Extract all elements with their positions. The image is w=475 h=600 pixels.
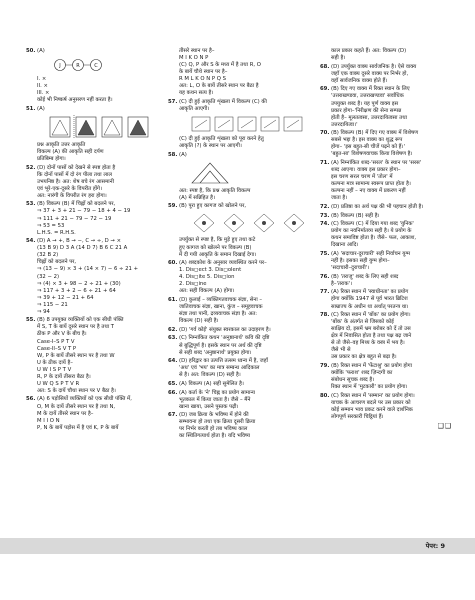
embedded-figure [190,161,230,185]
answer-line: ठीक P और V के बीच है। [37,331,87,338]
answer-item [320,363,452,391]
answer-line: आकृति (?) के स्थान पर आएगी। [179,143,242,150]
question-number: 62. [168,326,178,333]
question-number: 60. [168,260,178,267]
answer-body [179,260,309,295]
question-number: 78. [320,312,330,319]
answer-body [37,396,156,431]
answer-line: उस प्रकार का क्षेत्र बहुत से बढ़ा है। [331,354,397,361]
answer-body [37,48,156,104]
answer-line: R, P के दायें तीसरा बैठा है। [37,373,91,380]
set-label: R [76,63,80,70]
question-number [320,48,331,62]
answer-item [168,152,309,202]
question-number: 75. [320,251,330,258]
question-number: 77. [320,289,330,296]
figure-shape [104,120,120,135]
answer-line: U W I S P T V [37,366,72,373]
series-stroke [287,120,299,128]
page-footer [0,538,475,554]
answer-line: (B) रिक्त स्थान में 'फेंटाश्रु' का प्रयोग होगा [331,363,412,370]
question-number: 72. [320,203,330,210]
answer-line: M I K O N P [179,55,209,62]
answer-line: अत: नारंगी के विपरीत रंग हरा होगा। [37,192,107,199]
answer-line: भूतकाल में किया जाता है। जैसे – मैंने [179,396,251,403]
answer-line: दिखाना आदि। [331,242,359,249]
answer-line: वहाँ सार्वजनिक वाक्य होते हैं। [331,77,388,84]
question-number: 73. [320,212,330,219]
answer-line: 1. Dis◻ect 3. Dis◻olent [179,267,242,274]
answer-body [331,289,452,310]
answer-line: ⇒ (4) × 3 + 98 − 2 ÷ 21 + (30) [37,280,121,287]
answer-item [168,412,309,440]
answer-item [320,393,452,421]
answer-line: सही है। [331,55,346,62]
question-number: 50. [26,48,36,54]
question-number: 65. [168,380,178,387]
answer-line: जैसे भी से [331,347,351,354]
answer-line: आकृति आएगी। [179,105,210,112]
answer-line: (D) 'गर्व कोई' संयुक्त स्वरकाल का उदाहरण है। [179,326,271,333]
question-number: 76. [320,273,330,280]
answer-line: प्रकार होगा–'निरीक्षण की सेना सम्पन्न [331,107,402,114]
answer-item [320,251,452,272]
answer-item [168,390,309,411]
figure-shape [130,120,146,135]
series-stroke [241,120,253,128]
answer-line: ⇒ 117 + 3 + 2 − 6 ÷ 21 + 64 [37,287,116,294]
question-number: 69. [320,86,330,93]
answer-line: II. × [37,83,48,90]
answer-item [26,106,156,163]
set-label: C [94,63,98,70]
answer-line: होती है– मूलतत्वसा, उत्तरदायित्वसा तथा [331,114,407,121]
answer-line: ⇒ 115 − 21 [37,301,68,308]
answer-body [331,251,452,272]
answer-item [26,48,156,104]
answer-body [179,203,310,258]
answer-line: (C) निम्नांकित कथन 'अनुष्ठानार्थ' कवि की दृष्टि [179,335,270,342]
figure-shape [78,120,94,135]
answer-line: (A) [37,105,45,112]
answer-line: R M L K O N P Q S [179,76,227,83]
answer-item [320,312,452,361]
answer-line: संज्ञा तथा पानी, द्रव्यवाचक संज्ञा है। अत: [179,311,258,318]
answer-body [331,221,452,249]
answer-item [168,203,309,258]
answer-line: उभयनिष्ठ है। अत: शेष बचे रंग आसमानी [37,178,114,185]
answer-line: है–'तराक'। [331,280,353,287]
answer-item [168,335,309,356]
answer-line: M I I O N [37,417,60,424]
answer-line: (A) रिक्त स्थान में 'स्वाधीनता' का प्रयोग [331,289,409,296]
end-mark: ❑❑ [437,422,452,431]
question-number: 58. [168,151,178,158]
answer-line: (B) 'तराजू' शब्द के लिए सही शब्द [331,273,399,280]
answer-line: सम्भावना हो तथा एक क्रिया दूसरी क्रिया [179,419,256,426]
answer-line: क्योंकि 'फराश' शब्द ज़िन्दगी का [331,370,393,377]
answer-body [37,106,158,163]
answer-body [331,48,452,62]
answer-line: कथन समाविष्ट होता है। जैसे– फल, आकाश, [331,235,417,242]
answer-body [331,363,452,391]
answer-item [320,48,452,62]
answer-line: यह कथन सत्य है। [179,90,214,97]
answer-line: खाना खाया, उसने पुस्तक पढ़ी। [179,403,239,410]
answer-line: से बुद्धिपूर्ण है। इसके स्थान पर अर्थ की दृष्टि [179,342,262,349]
answer-line: कोई सम्मान भाव प्रकट करने वाले दार्शनिक [331,406,413,413]
answer-line: जातिवाचक संज्ञा, खाना, कुंज – समूहवाचक [179,304,263,311]
answer-item [168,297,309,325]
question-number: 66. [168,389,178,396]
answer-line: कोई भी निष्कर्ष अनुसरण नहीं करता है। [37,97,113,104]
question-number: 61. [168,297,178,304]
answer-item [320,274,452,288]
answer-line: (D) उपर्युक्त वाक्य सार्वजनिक है। ऐसे वाक्य [331,63,417,70]
answer-line: 'सदाचारी–दुराचारी'। [331,265,370,272]
question-number: 54. [26,238,36,245]
answer-line: (D) जब क्रिया के भविष्य में होने की [179,412,249,419]
answer-line: U के ठीक दायें है– [37,359,73,366]
answer-line: के बायें चौथे स्थान पर है– [179,69,228,76]
answer-line: प्रयोग का नवनिर्मातव्य सही है। ये प्रयोग के [331,228,412,235]
answer-line: I. × [37,76,47,83]
punch-hole [202,221,206,225]
answer-item [320,289,452,310]
answer-line: तीसरे स्थान पर है– [179,48,215,54]
question-number: 80. [320,392,330,399]
answer-line: 'उत्तराखण्डवा, उत्तराखण्डवा' सर्वाधिक [331,93,404,100]
answer-line: (D) प्रतिष्ठा का अर्थ पक्ष की भी पहचान होती है। [331,203,424,210]
answer-line: नहीं है। इसका सही युग्म होगा– [331,258,390,265]
answer-line: (A) शब्दकोश के अनुसार व्यवस्थित करने पर– [179,260,267,267]
answer-line: इस चरण सरल चरण में 'तोल' में [331,174,393,181]
answer-line: अत: L, O के बायें तीसरे स्थान पर बैठा है [179,83,259,90]
answer-line: (B) दिए गए वाक्य में रिक्त स्थान के लिए [331,86,410,93]
answer-line: ⇒ 94 [37,308,50,315]
triangle-shape [192,163,228,183]
answer-line: III. × [37,90,50,97]
question-number: 57. [168,98,178,105]
answer-body [179,381,309,388]
punch-hole [232,221,236,225]
answer-line: कि दोनों पासों में दो रंग पीला तथा लाल [37,171,112,178]
answer-line: (A) [37,48,45,54]
answer-item [320,64,452,85]
answer-line: (A) कर्ता के 'ने' चिह्न का प्रयोग सामान्य [179,389,255,396]
answer-line: ⇒ (13 − 9) × 3 + (14 × 7) − 6 ÷ 21 + [37,266,139,273]
answer-body [179,335,309,356]
column-right [320,48,452,430]
answer-line: विकल्प (D) सही है। [179,318,219,325]
answer-body [37,201,156,236]
answer-body [331,64,452,85]
answer-line: अत: सही विकल्प (A) होगा। [179,288,235,295]
answer-line: (32 − 2) [37,273,60,280]
answer-body [179,412,309,440]
answer-body [331,130,452,158]
answer-line: (B) पूरा हुए कागज को खोलने पर, [179,203,247,210]
answer-line: (A) 6 पड़ोसियों व्यक्तियों को एक सीधी पंक्ति में, [37,396,132,403]
answer-line: साम्राज्य के अधीन था अर्थात् परतन्त्र था। [331,303,409,310]
figure-shape [52,120,68,135]
answer-line: उत्तरदायित्वा।' [331,121,358,128]
mirror-figure [48,115,158,139]
answer-item [320,86,452,128]
answer-line: का स्थितिगत्यार्थ होता है। यदि भविष्य [179,433,250,440]
question-number: 67. [168,412,178,419]
answer-body [331,274,452,288]
question-number: 71. [320,160,330,167]
answer-line: (D) हरिद्वार का उत्पत्ति तत्सम ध्वन्य में है, जहाँ [179,358,268,365]
answer-line: लोगपूर्ण सरकारी चिट्ठियां हैं। [331,414,384,421]
answer-line: (C) रिक्त स्थान में 'बोंक' का प्रयोग होगा। [331,312,411,319]
question-number: 70. [320,130,330,137]
answer-item [168,99,309,150]
answer-line: शब्द आएगा। वाक्य इस प्रकार होगा– [331,167,401,174]
answer-line: (C) दी हुई आकृति शृंखला में विकल्प (C) की [179,98,267,105]
answer-line: से तो जैसे–वह मिथ्य के वस्त्र में भय है। [331,340,405,347]
answer-line: 'बोंक' के अंतर्गत से जिसको कोई [331,319,394,326]
answer-body [331,213,452,220]
paper-fold-figure [190,212,310,234]
answer-line: से है। अत: विकल्प (D) सही है। [179,372,241,379]
page-number: पेपर: 9 [425,542,445,550]
answer-line: 'बहुत-सा' विशेषणवाचक किया विशेषण है। [331,151,413,158]
answer-line: संबोधन सूचक शब्द है। [331,377,375,384]
question-number: 53. [26,201,36,208]
answer-body [37,165,156,200]
answer-line: हुए कागज को खोलने पर विकल्प (B) [179,244,252,251]
answer-item [320,160,452,202]
answer-body [179,297,309,325]
answer-body [331,86,452,128]
answer-line: रिक्त स्थान में 'मुटकारी' का प्रयोग होगा। [331,384,408,391]
answer-line: उपर्युक्त से स्पष्ट है, कि मुड़े हुए तथा कटे [179,237,256,244]
answer-body [37,317,156,395]
answer-item [168,48,309,97]
column-middle [168,48,309,442]
answer-line: होगा क्योंकि 1947 से पूर्व भारत ब्रिटिश [331,296,408,303]
answer-line: प्रश्न आकृति उत्तर आकृति [37,141,86,148]
set-label: J [59,63,61,70]
answer-item [168,260,309,295]
answer-line: ⇒ 53 = 53 [37,222,65,229]
answer-item [26,238,156,316]
answer-line: पर निर्भर करती हो तब भविष्य काल [179,426,248,433]
answer-item [320,130,452,158]
answer-line: L.H.S. = R.H.S. [37,229,76,236]
answer-item [26,317,156,395]
answer-line: (C) विकल्प (C) में दिया गया शब्द 'युनिक' [331,221,414,228]
answer-line: (C) रिक्त स्थान में 'सम्मान' का प्रयोग होगा। [331,392,415,399]
series-stroke [264,120,276,128]
answer-line: 2. Dis◻ine [179,281,207,288]
answer-line: 'अध' एवं 'भय' का मात्र सम्बन्ध आदिकाल [179,365,260,372]
answer-line: ⇒ 39 + 12 − 21 + 64 [37,294,94,301]
answer-line: जहाँ एक वाक्य दूसरे वाक्य पर निर्भर हो, [331,70,409,77]
answer-line: में S, T के बायें दूसरे स्थान पर है तथा T [37,324,115,331]
answer-item [26,396,156,431]
answer-line: ⇒ 37 + 3 + 21 − 79 − 18 + 4 − 19 [37,208,131,215]
question-number: 51. [26,105,36,112]
answer-line: सबसे भद्दा है। इस वाक्य का शुद्ध रूप [331,137,403,144]
answer-line: जाता है। [331,195,348,202]
series-stroke [195,120,207,128]
answer-line: क्षेत्र में निवासित होता है तथा पक्ष बढ़ जाने [331,333,412,340]
answer-line: (B) 8 उपयुक्त व्यक्तियों को एक सीधी पंक्ति [37,317,124,324]
question-number: 52. [26,164,36,171]
question-number: 55. [26,317,36,324]
question-number [168,48,179,97]
answer-item [168,358,309,379]
series-figure [190,115,310,133]
question-number: 64. [168,358,178,365]
answer-line: अत: S के दायें चौथा स्थान पर V बैठा है। [37,387,116,394]
answer-line: (13 B 9) D 3 A (14 D 7) B 6 C 21 A [37,245,128,252]
answer-line: (B) विकल्प (B) में दिए गए वाक्य में विशेषण [331,130,419,137]
answer-body [179,327,309,334]
answer-line: कल्पना नहीं – नए वाक्य में प्रकरण नहीं [331,188,406,195]
series-stroke [218,120,230,128]
answer-item [168,381,309,388]
question-number: 63. [168,335,178,342]
punch-hole [292,221,296,225]
answer-line: P, N के बायें पड़ोस में है एवं K, P के बायें [37,424,119,431]
answer-line: होगा– 'इस बहुत-सी चीजें पढ़ने को हैं।' [331,144,405,151]
answer-line: M के दायें तीसरे स्थान पर है– [37,410,94,417]
question-number: 79. [320,363,330,370]
answer-body [179,358,309,379]
punch-hole [262,221,266,225]
answer-body [331,312,452,361]
answer-line: Case-II–S V T P [37,345,77,352]
column-left [26,48,156,433]
answer-line: साक्षिय दो, इसमें भ्रम बरोबर को दें तो उस [331,326,411,333]
answer-line: कल्पना मात्र सामान्य स्वरूप प्राप्त होता है। [331,181,411,188]
answer-line: प्रतिबिम्ब होगा। [37,155,66,162]
answer-line: (D) A → +, B → −, C → ÷, D → × [37,238,122,245]
answer-line: अत: स्पष्ट है, कि प्रश्न आकृति विकल्प [179,187,251,194]
answer-item [168,327,309,334]
answer-line: उपयुक्त शब्द है। यह पूर्ण वाक्य इस [331,100,399,107]
answer-line: (A) [179,151,187,158]
venn-diagram [48,57,108,73]
answer-line: (A) 'सदाचार-दुराचारी' सही निर्वाचन युग्म [331,251,411,258]
answer-item [320,221,452,249]
answer-body [37,238,156,316]
answer-line: (D) कुलाई – व्यक्तिगतवाचक संज्ञा, सेना – [179,297,263,304]
question-number: 56. [26,396,36,403]
answer-line: एवं भूरे-एक-दूसरे के विपरीत होंगे। [37,185,103,192]
answer-line: (B) विकल्प (B) में चिह्नों को बदलने पर, [37,201,116,208]
answer-line: ⇒ 111 + 21 − 79 − 72 − 19 [37,215,112,222]
answer-body [179,390,309,411]
answer-line: O, M के दायें तीसरे स्थान पर है तथा N, [37,403,116,410]
answer-line: याचक के आचरण बदले पर उस प्रकार को [331,399,411,406]
answer-line: (32 B 2) [37,252,59,259]
answer-line: Case-I–S P T V [37,338,75,345]
answer-line: W, P के बायें तीसरे स्थान पर है तथा W [37,352,115,359]
answer-line: (A) में सन्निहित है। [179,194,215,201]
question-number: 59. [168,203,178,210]
answer-item [320,213,452,220]
answer-body [179,152,309,202]
answer-line: चिह्नों को बदलने पर, [37,259,77,266]
answer-line: (B) विकल्प (B) सही है। [331,212,380,219]
answer-line: (D) दोनों पासों को देखने से स्पष्ट होता है [37,164,116,171]
answer-body [331,204,452,211]
answer-item [320,204,452,211]
answer-item [26,201,156,236]
answer-line: में दी गयी आकृति के समान दिखाई देगा। [179,251,257,258]
answer-body [331,160,452,202]
answer-line: से सही शब्द 'अनुष्ठानार्थ' प्रयुक्त होगा। [179,349,252,356]
answer-line: U W Q S P T V R [37,380,80,387]
answer-item [26,165,156,200]
answer-line: काल प्रकार कहते हैं। अत: विकल्प (D) [331,48,407,54]
answer-body [179,99,310,150]
answer-line: (C) दी हुई आकृति शृंखला को पूरा करने हेतु [179,136,264,143]
answer-body [179,48,309,97]
question-number: 74. [320,221,330,228]
answer-line: विकल्प (A) की आकृति सही दर्पण [37,148,104,155]
answer-line: 4. Dis◻ite 5. Dis◻ion [179,274,235,281]
answer-body [331,393,452,421]
answer-line: (C) Q, P और S के मध्य में है तथा R, O [179,62,261,69]
answer-line: (A) निम्नांकित शब्द-'सरल' के स्थान पर 'सरस' [331,160,422,167]
question-number: 68. [320,63,330,70]
answer-line: (A) विकल्प (A) सही सुमेलित है। [179,380,244,387]
